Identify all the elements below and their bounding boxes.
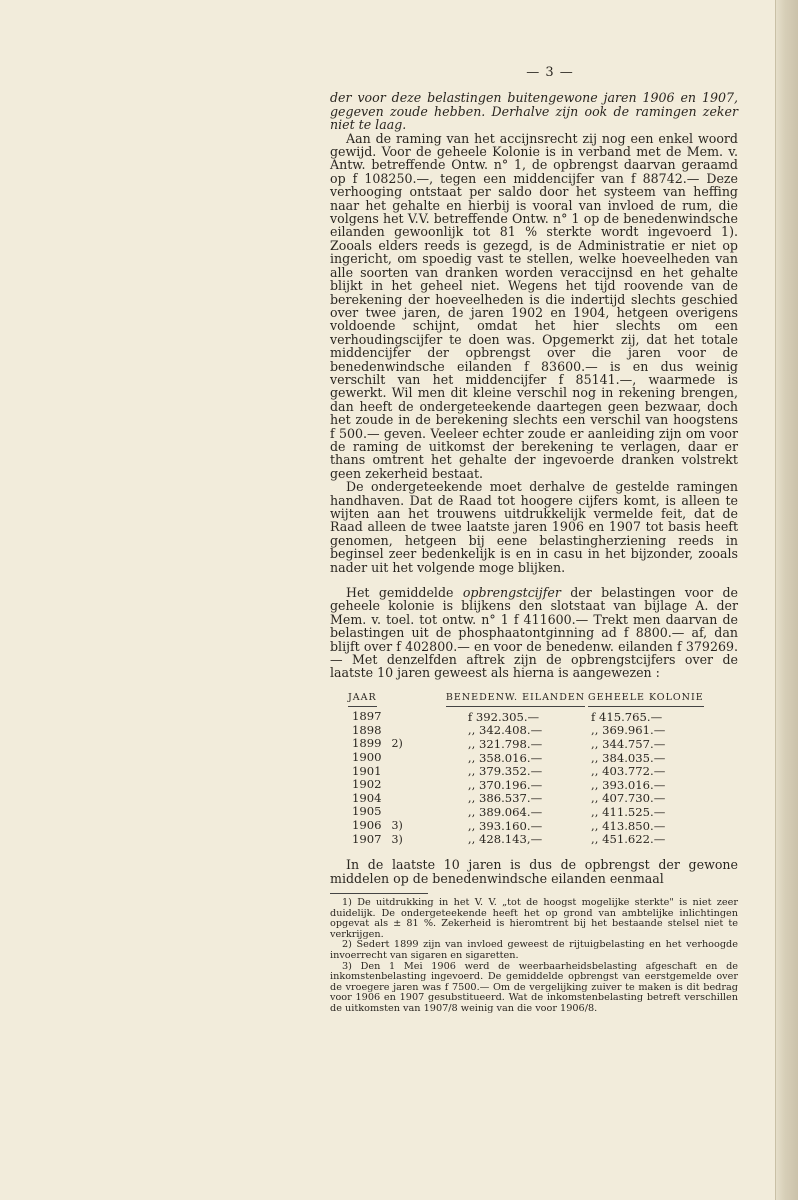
page-number: — 3 — bbox=[526, 65, 574, 80]
table-row bbox=[330, 751, 738, 765]
year-cell: 1898 bbox=[352, 722, 382, 737]
geheele-cell: f 415.765.— bbox=[591, 709, 663, 724]
benedenw-cell: ,, 393.160.— bbox=[467, 818, 543, 833]
year-cell: 1904 bbox=[352, 790, 382, 805]
year-cell: 1897 bbox=[352, 709, 382, 724]
table-row bbox=[330, 833, 738, 847]
paragraph-1 bbox=[330, 91, 738, 131]
table-row bbox=[330, 765, 738, 779]
paragraph-1-text: der voor deze belastingen buitengewone jaren 1906 en 1907, gegeven zoude hebben. Derhalve zijn ook de ramingen zeker niet te laag. bbox=[330, 90, 738, 133]
paragraph-4-post: der belastingen voor de geheele kolonie is blijkens den slotstaat van bijlage A. der Mem. v. toel. tot ontw. n° 1 f 411600.— Trekt men daarvan de belastingen uit de phosphaatontginning ad f 8800.— af, dan blijft over f 402800.— en voor de benedenw. eilanden f 379269.— Met denzelfden aftrek zijn de opbrengstcijfers over de laatste 10 jaren geweest als hierna is aangewezen : bbox=[330, 585, 739, 681]
year-cell: 1906 3) bbox=[352, 818, 403, 833]
year-cell: 1907 3) bbox=[352, 831, 403, 846]
header-benedenw: BENEDENW. EILANDEN bbox=[428, 690, 587, 710]
footnote-2: 2) Sedert 1899 zijn van invloed geweest de rijtuigbelasting en het verhoogde invoerrecht van sigaren en sigaretten. bbox=[330, 939, 738, 961]
benedenw-cell: ,, 321.798.— bbox=[467, 736, 543, 751]
table-row bbox=[330, 792, 738, 806]
paragraph-2: Aan de raming van het accijnsrecht zij nog een enkel woord gewijd. Voor de geheele Kolonie is in verband met de Mem. v. Antw. betreffende Ontw. n° 1, de opbrengst daarvan geraamd op f 108250.—, tegen een middencijfer van f 88742.— Deze verhooging ontstaat per saldo door het systeem van heffing naar het gehalte en hierbij is vooral van invloed de rum, die volgens het V.V. betreffende Ontw. n° 1 op de benedenwindsche eilanden gewoonlijk tot 81 % sterkte wordt ingevoerd 1). Zooals elders reeds is gezegd, is de Administratie er niet op ingericht, om spoedig vast te stellen, welke hoeveelheden van alle soorten van dranken worden veraccijnsd en het gehalte blijkt in het geheel niet. Wegens het tijd roovende van de berekening der hoeveelheden is die indertijd slechts geschied over twee jaren, de jaren 1902 en 1904, hetgeen overigens voldoende schijnt, omdat het hier slechts om een verhoudingscijfer te doen was. Opgemerkt zij, dat het totale middencijfer der opbrengst over die jaren voor de benedenwindsche eilanden f 83600.— is en dus weinig verschilt van het middencijfer f 85141.—, waarmede is gewerkt. Wil men dit kleine verschil nog in rekening brengen, dan heeft de ondergeteekende daartegen geen bezwaar, doch het zoude in de berekening slechts een verschil van hoogstens f 500.— geven. Veeleer echter zoude er aanleiding zijn om voor de raming de uitkomst der berekening te verlagen, daar er thans omtrent het gehalte der ingevoerde dranken volstrekt geen zekerheid bestaat. bbox=[330, 130, 738, 481]
table-row bbox=[330, 710, 738, 724]
geheele-cell: ,, 411.525.— bbox=[591, 804, 666, 819]
document-page bbox=[330, 66, 738, 1015]
geheele-cell: ,, 403.772.— bbox=[591, 764, 666, 779]
year-cell: 1902 bbox=[352, 777, 382, 792]
page-edge bbox=[775, 0, 798, 1200]
benedenw-cell: ,, 428.143,— bbox=[467, 832, 543, 847]
geheele-cell: ,, 369.961.— bbox=[591, 723, 666, 738]
geheele-cell: ,, 407.730.— bbox=[591, 791, 666, 806]
paragraph-4-pre: Het gemiddelde bbox=[346, 585, 463, 601]
geheele-cell: ,, 451.622.— bbox=[591, 832, 666, 847]
paragraph-4-emphasis: opbrengstcijfer bbox=[462, 585, 561, 601]
geheele-cell: ,, 384.035.— bbox=[591, 750, 666, 765]
table-header-row bbox=[330, 690, 738, 710]
benedenw-cell: ,, 342.408.— bbox=[467, 723, 543, 738]
year-cell: 1899 2) bbox=[352, 736, 403, 751]
footnote-divider bbox=[330, 893, 428, 894]
benedenw-cell: ,, 358.016.— bbox=[467, 750, 543, 765]
paragraph-3: De ondergeteekende moet derhalve de gestelde ramingen handhaven. Dat de Raad tot hoogere cijfers komt, is alleen te wijten aan het trouwens uitdrukkelijk vermelde feit, dat de Raad alleen de twee laatste jaren 1906 en 1907 tot basis heeft genomen, hetgeen bij eene belastingherziening reeds in beginsel zeer bedenkelijk is en in casu in het bijzonder, zooals nader uit het volgende moge blijken. bbox=[330, 479, 738, 575]
geheele-cell: ,, 344.757.— bbox=[591, 736, 666, 751]
year-cell: 1900 bbox=[352, 750, 382, 765]
year-cell: 1901 bbox=[352, 763, 382, 778]
year-cell: 1905 bbox=[352, 804, 382, 819]
benedenw-cell: ,, 389.064.— bbox=[467, 804, 543, 819]
table-row bbox=[330, 805, 738, 819]
geheele-cell: ,, 393.016.— bbox=[591, 777, 666, 792]
benedenw-cell: ,, 370.196.— bbox=[467, 777, 543, 792]
revenue-table bbox=[330, 690, 738, 846]
benedenw-cell: ,, 379.352.— bbox=[467, 764, 543, 779]
table-row bbox=[330, 778, 738, 792]
paragraph-4 bbox=[330, 586, 738, 680]
table-body bbox=[330, 710, 738, 846]
table-row bbox=[330, 819, 738, 833]
year-note: 3) bbox=[391, 832, 403, 846]
geheele-cell: ,, 413.850.— bbox=[591, 818, 666, 833]
table-row bbox=[330, 724, 738, 738]
footnote-3: 3) Den 1 Mei 1906 werd de weerbaarheidsbelasting afgeschaft en de inkomstenbelasting ingevoerd. De gemiddelde opbrengst van eerstgemelde over de vroegere jaren was f 7500.— Om de vergelijking zuiver te maken is dit bedrag voor 1906 en 1907 gesubstitueerd. Wat de inkomstenbelasting betreft verschillen de uitkomsten van 1907/8 weinig van die voor 1906/8. bbox=[330, 960, 738, 1014]
year-note: 2) bbox=[391, 737, 403, 751]
header-geheele: GEHEELE KOLONIE bbox=[587, 690, 738, 710]
paragraph-5: In de laatste 10 jaren is dus de opbrengst der gewone middelen op de benedenwindsche eilanden eenmaal bbox=[330, 857, 738, 886]
footnote-1: 1) De uitdrukking in het V. V. „tot de hoogst mogelijke sterkte" is niet zeer duidelijk. De ondergeteekende heeft het op grond van ambtelijke inlichtingen opgevat als ± 81 %. Zekerheid is hieromtrent bij het bestaande stelsel niet te verkrijgen. bbox=[330, 897, 738, 940]
header-year: JAAR bbox=[330, 690, 428, 710]
footnotes bbox=[330, 898, 738, 1015]
benedenw-cell: ,, 386.537.— bbox=[467, 791, 543, 806]
table-row bbox=[330, 737, 738, 751]
benedenw-cell: f 392.305.— bbox=[467, 709, 540, 724]
year-note: 3) bbox=[391, 819, 403, 833]
